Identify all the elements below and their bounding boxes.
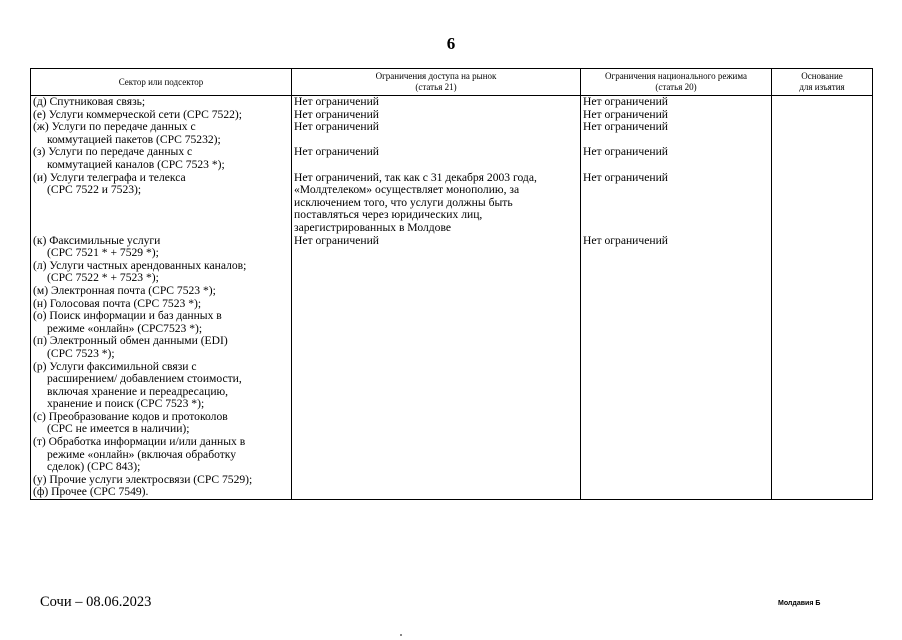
sector-entry-line: (CPC 7523 *); — [47, 346, 115, 360]
national-treatment-entry-line: Нет ограничений — [583, 170, 668, 184]
market-access-entry-line: зарегистрированных в Молдове — [294, 220, 452, 234]
market-access-entry — [294, 146, 578, 171]
sector-entry — [33, 335, 289, 360]
national-treatment-column — [581, 96, 772, 500]
national-treatment-entry — [583, 96, 769, 109]
market-access-entry-line: исключением того, что услуги должны быть — [294, 195, 513, 209]
market-access-column — [292, 96, 581, 500]
sector-entry — [33, 436, 289, 474]
header-national-line2: (статья 20) — [655, 82, 697, 92]
sector-entry-line: (с) Преобразование кодов и протоколов — [33, 409, 228, 423]
sector-entry-line: (р) Услуги факсимильной связи с — [33, 359, 197, 373]
sector-entry-line: хранение и поиск (CPC 7523 *); — [47, 397, 205, 411]
header-national-line1: Ограничения национального режима — [605, 71, 747, 81]
sector-entry-line: (и) Услуги телеграфа и телекса — [33, 170, 186, 184]
sector-entry-line: (п) Электронный обмен данными (EDI) — [33, 334, 228, 348]
sector-entry-line: (ф) Прочее (CPC 7549). — [33, 485, 149, 499]
market-access-entry: Нет ограничений — [294, 233, 379, 247]
sector-entry — [33, 411, 289, 436]
sector-entry-line: коммутацией каналов (CPC 7523 *); — [47, 157, 225, 171]
market-access-entry-line: Нет ограничений — [294, 145, 379, 159]
sector-entry-line: (у) Прочие услуги электросвязи (CPC 7529); — [33, 472, 253, 486]
sector-entry — [33, 172, 289, 235]
sector-entry-line: (CPC не имеется в наличии); — [47, 422, 190, 436]
table-header-row — [31, 69, 873, 96]
sector-entry-line: (н) Голосовая почта (CPC 7523 *); — [33, 296, 202, 310]
commitments-table — [30, 68, 873, 500]
sector-entry — [33, 235, 289, 260]
sector-entry-line: (з) Услуги по передаче данных с — [33, 145, 193, 159]
market-access-entry-line: Нет ограничений, так как с 31 декабря 2003 года, — [294, 170, 537, 184]
sector-entry — [33, 285, 289, 298]
market-access-entry-line: «Молдтелеком» осуществляет монополию, за — [294, 183, 520, 197]
header-market-access-line1: Ограничения доступа на рынок — [375, 71, 497, 81]
header-national-treatment — [581, 69, 772, 96]
sector-entry-line: (к) Факсимильные услуги — [33, 233, 161, 247]
national-treatment-entry: Нет ограничений — [583, 233, 668, 247]
footer-date: Сочи – 08.06.2023 — [40, 594, 152, 610]
sector-column — [31, 96, 292, 500]
market-access-entry — [294, 96, 578, 109]
table-body-row — [31, 96, 873, 500]
sector-entry-line: режиме «онлайн» (CPC7523 *); — [47, 321, 203, 335]
sector-entry-line: режиме «онлайн» (включая обработку — [47, 447, 237, 461]
header-exemption — [772, 69, 873, 96]
sector-entry — [33, 146, 289, 171]
market-access-entry-line: Нет ограничений — [294, 120, 379, 134]
sector-entry-line: сделок) (CPC 843); — [47, 460, 141, 474]
header-exemption-line2: для изъятия — [799, 82, 845, 92]
sector-entry-line: (л) Услуги частных арендованных каналов; — [33, 258, 247, 272]
header-market-access — [292, 69, 581, 96]
sector-entry-line: (о) Поиск информации и баз данных в — [33, 309, 222, 323]
sector-entry — [33, 486, 289, 499]
national-treatment-entry — [583, 146, 769, 171]
national-treatment-entry-line: Нет ограничений — [583, 107, 668, 121]
page-number: 6 — [446, 34, 456, 53]
market-access-entry — [294, 121, 578, 146]
sector-entry-line: (CPC 7522 * + 7523 *); — [47, 271, 159, 285]
header-market-access-line2: (статья 21) — [415, 82, 457, 92]
sector-entry-line: коммутацией пакетов (CPC 75232); — [47, 132, 221, 146]
national-treatment-entry-line: Нет ограничений — [583, 95, 668, 108]
sector-entry — [33, 361, 289, 411]
header-sector — [31, 69, 292, 96]
sector-entry — [33, 260, 289, 285]
sector-entry-line: (ж) Услуги по передаче данных с — [33, 120, 196, 134]
sector-entry-line: (д) Спутниковая связь; — [33, 95, 146, 108]
scan-speck — [400, 634, 402, 636]
national-treatment-entry — [583, 172, 769, 235]
market-access-entry-line: поставляться через юридических лиц, — [294, 208, 483, 222]
national-treatment-entry — [583, 121, 769, 146]
sector-entry-line: включая хранение и переадресацию, — [47, 384, 229, 398]
national-treatment-entry-line: Нет ограничений — [583, 120, 668, 134]
national-treatment-entry-line: Нет ограничений — [583, 145, 668, 159]
sector-entry — [33, 96, 289, 109]
market-access-entry-line: Нет ограничений — [294, 95, 379, 108]
footer-country: Молдавия Б — [778, 600, 821, 607]
sector-entry — [33, 121, 289, 146]
sector-entry-line: (м) Электронная почта (CPC 7523 *); — [33, 283, 216, 297]
header-sector-label: Сектор или подсектор — [118, 76, 204, 87]
exemption-column — [772, 96, 873, 500]
market-access-entry — [294, 172, 578, 235]
sector-entry — [33, 310, 289, 335]
sector-entry-line: расширением/ добавлением стоимости, — [47, 372, 242, 386]
sector-entry-line: (т) Обработка информации и/или данных в — [33, 435, 246, 449]
sector-entry-line: (е) Услуги коммерческой сети (CPC 7522); — [33, 107, 243, 121]
header-exemption-line1: Основание — [801, 71, 843, 81]
sector-entry-line: (CPC 7521 * + 7529 *); — [47, 246, 159, 260]
sector-entry-line: (CPC 7522 и 7523); — [47, 183, 142, 197]
market-access-entry-line: Нет ограничений — [294, 107, 379, 121]
